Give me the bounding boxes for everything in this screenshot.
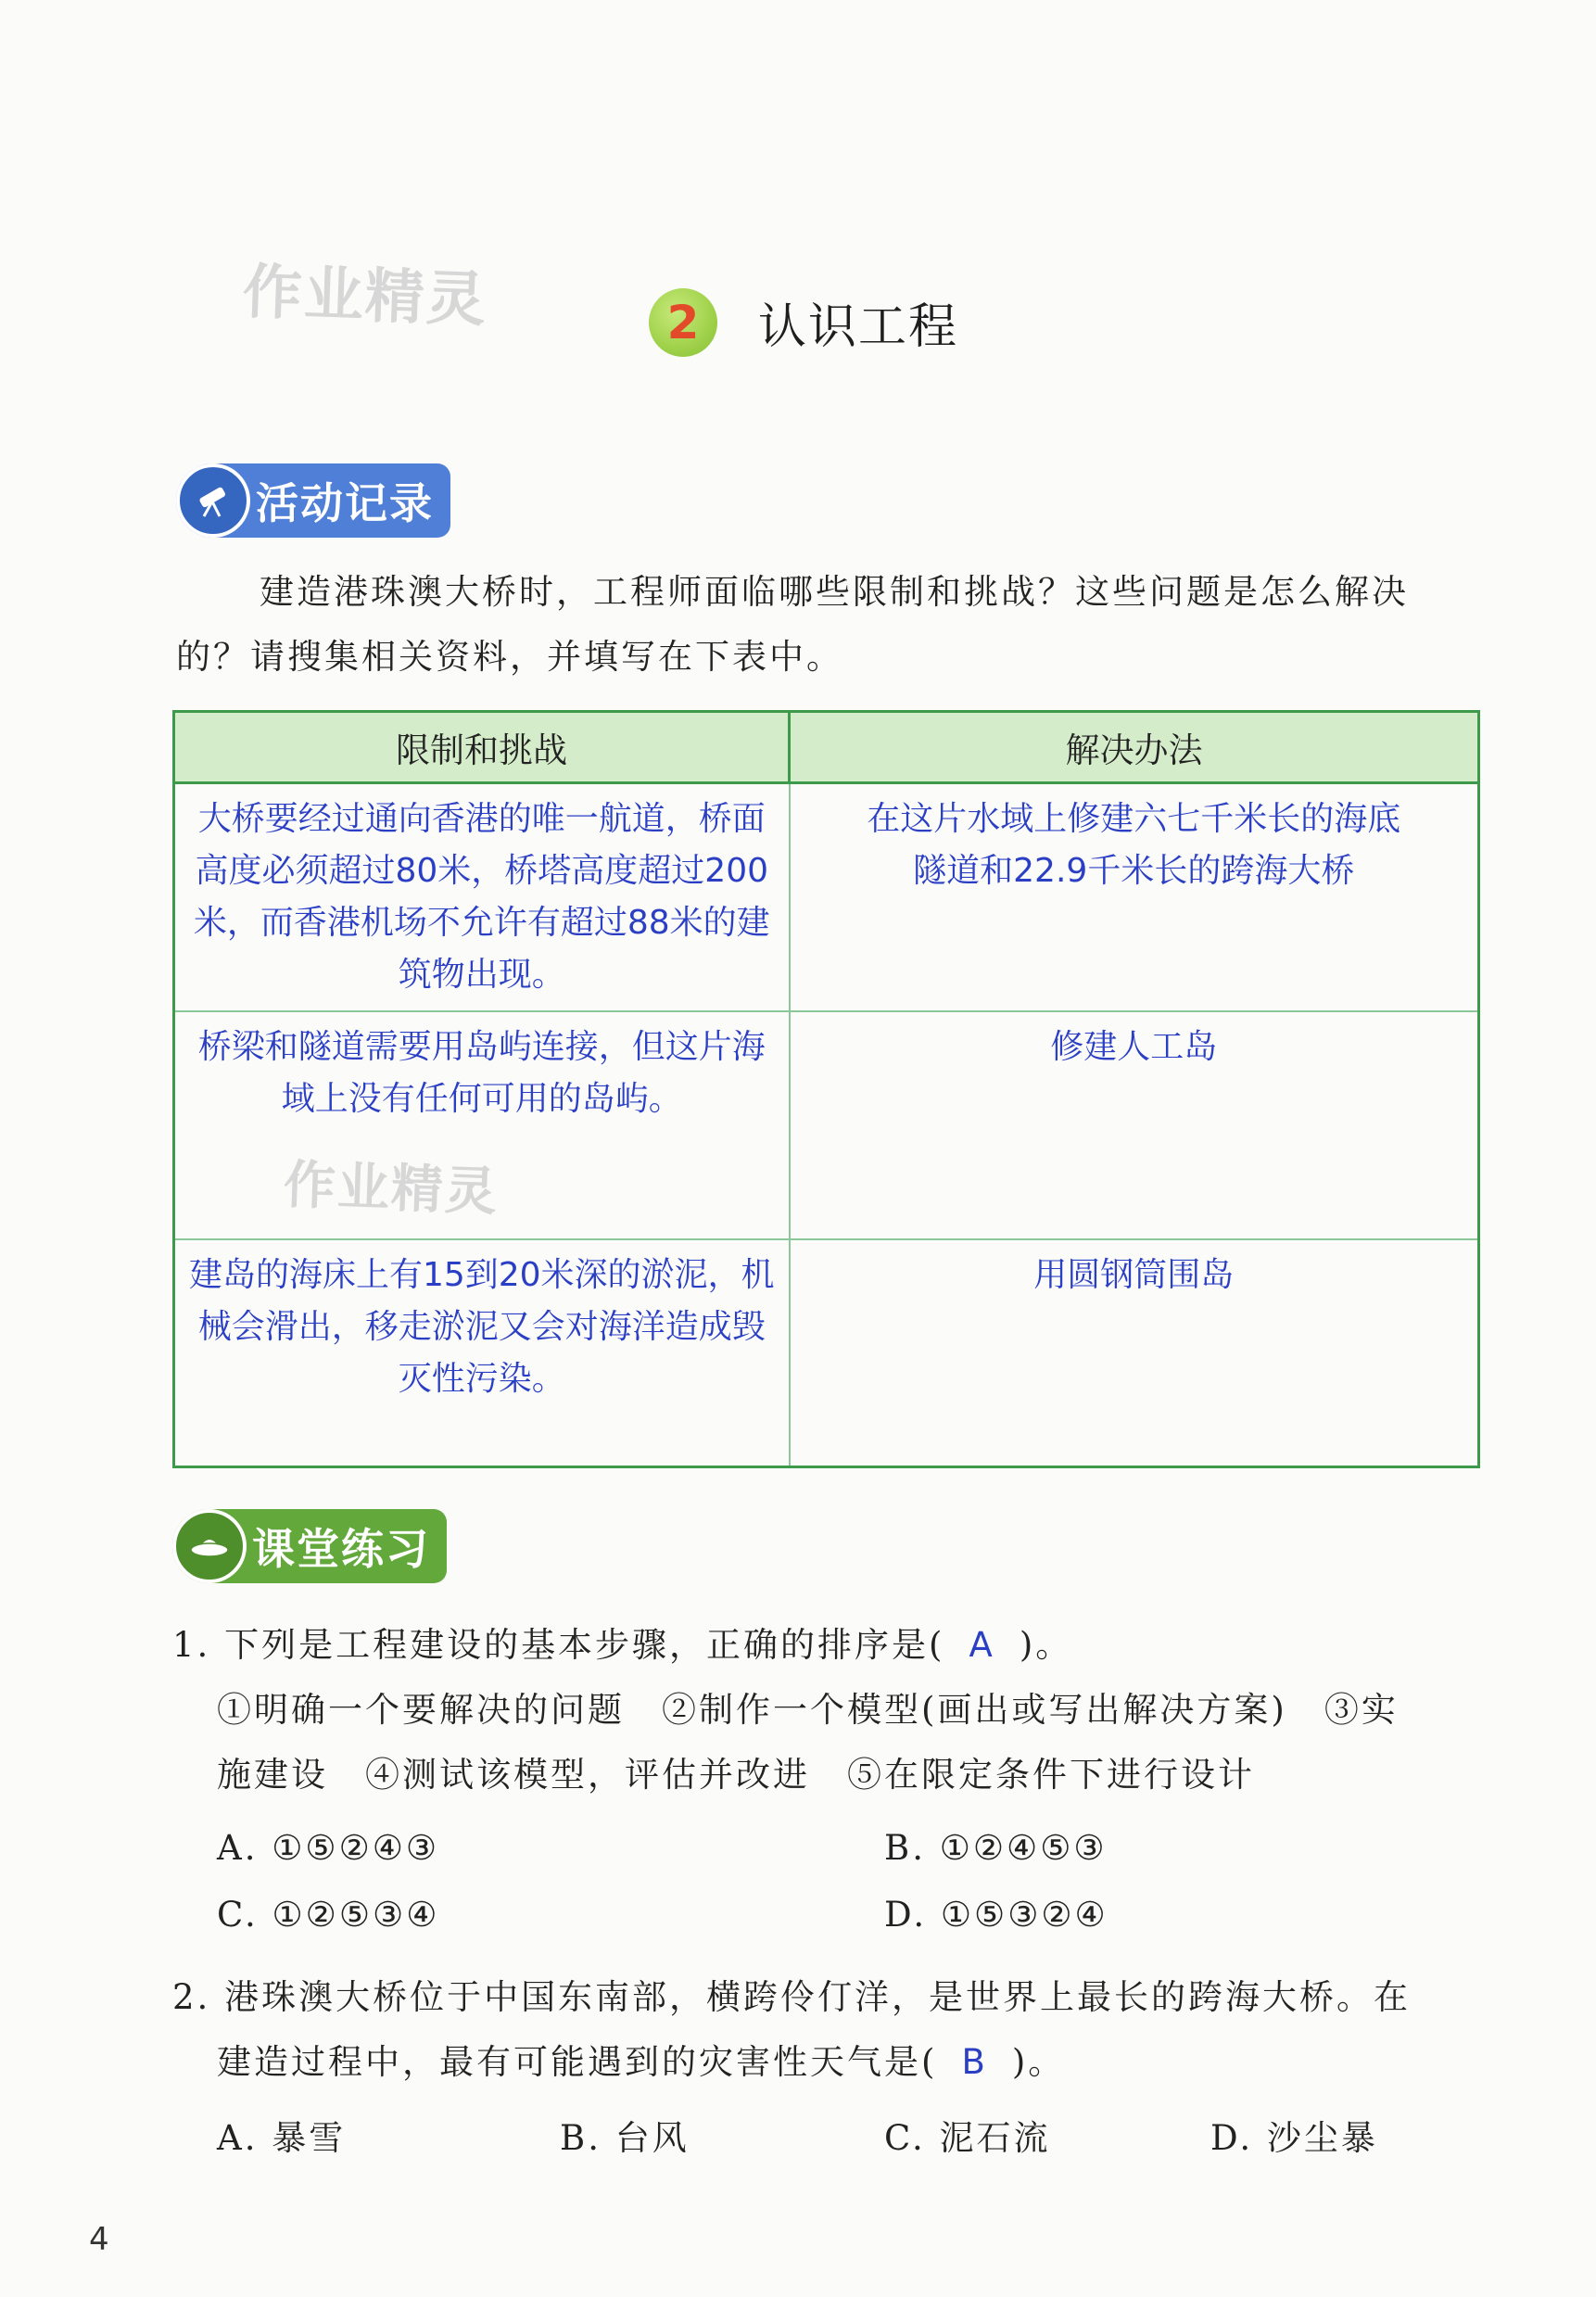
q1-option-b: B. ①②④⑤③ [884, 1828, 1108, 1868]
table-row [174, 1239, 1479, 1467]
watermark-top: 作业精灵 [241, 258, 489, 336]
watermark-table: 作业精灵 [282, 1154, 500, 1224]
q2-option-a: A. 暴雪 [217, 2118, 347, 2158]
section-title-practice: 课堂练习 [252, 1524, 430, 1574]
activity-instruction [176, 560, 1483, 690]
challenge-cell: 桥梁和隧道需要用岛屿连接，但这片海域上没有任何可用的岛屿。 [174, 1011, 790, 1239]
q2-stem: 建造过程中，最有可能遇到的灾害性天气是( [217, 2042, 938, 2082]
solution-cell: 用圆钢筒围岛 [790, 1239, 1479, 1467]
q1-answer: A [969, 1625, 995, 1665]
q1-option-d: D. ①⑤③②④ [884, 1895, 1108, 1935]
table-row [174, 783, 1479, 1011]
header-solution: 解决办法 [790, 712, 1479, 783]
q1-option-c: C. ①②⑤③④ [217, 1895, 440, 1935]
classroom-practice-badge [172, 1509, 447, 1583]
question-2 [172, 1965, 1488, 2095]
q2-answer: B [961, 2042, 988, 2082]
q2-stem-end: )。 [1011, 2042, 1066, 2082]
solution-cell: 在这片水域上修建六七千米长的海底隧道和22.9千米长的跨海大桥 [790, 783, 1479, 1011]
q2-option-c: C. 泥石流 [884, 2118, 1051, 2158]
chapter-heading [649, 287, 958, 357]
header-challenge: 限制和挑战 [174, 712, 790, 783]
challenge-solution-table [172, 710, 1480, 1468]
table-header-row [174, 712, 1479, 783]
activity-record-badge [176, 463, 450, 538]
solution-cell: 修建人工岛 [790, 1011, 1479, 1239]
challenge-cell: 大桥要经过通向香港的唯一航道，桥面高度必须超过80米，桥塔高度超过200米，而香港机场不允许有超过88米的建筑物出现。 [174, 783, 790, 1011]
telescope-icon [176, 463, 250, 538]
page-number: 4 [89, 2221, 109, 2258]
ufo-icon [172, 1509, 247, 1583]
q2-stem-line-1: 2. 港珠澳大桥位于中国东南部，横跨伶仃洋，是世界上最长的跨海大桥。在 [172, 1977, 1412, 2017]
q1-stem-end: )。 [1019, 1625, 1073, 1665]
q1-steps-line-1: ①明确一个要解决的问题 ②制作一个模型(画出或写出解决方案) ③实 [217, 1690, 1399, 1730]
table-row [174, 1011, 1479, 1239]
question-1 [172, 1613, 1488, 1808]
q1-steps-line-2: 施建设 ④测试该模型，评估并改进 ⑤在限定条件下进行设计 [217, 1755, 1255, 1795]
challenge-cell: 建岛的海床上有15到20米深的淤泥，机械会滑出，移走淤泥又会对海洋造成毁灭性污染。 [174, 1239, 790, 1467]
q1-stem: 1. 下列是工程建设的基本步骤，正确的排序是( [172, 1625, 945, 1665]
instruction-line-1: 建造港珠澳大桥时，工程师面临哪些限制和挑战？这些问题是怎么解决 [260, 572, 1409, 612]
q1-option-a: A. ①⑤②④③ [217, 1828, 440, 1868]
chapter-title: 认识工程 [758, 299, 959, 355]
q2-option-b: B. 台风 [560, 2118, 690, 2158]
section-title-activity: 活动记录 [256, 478, 434, 528]
instruction-line-2: 的？请搜集相关资料，并填写在下表中。 [176, 637, 843, 677]
chapter-number-badge: 2 [649, 288, 717, 357]
q2-option-d: D. 沙尘暴 [1210, 2118, 1378, 2158]
